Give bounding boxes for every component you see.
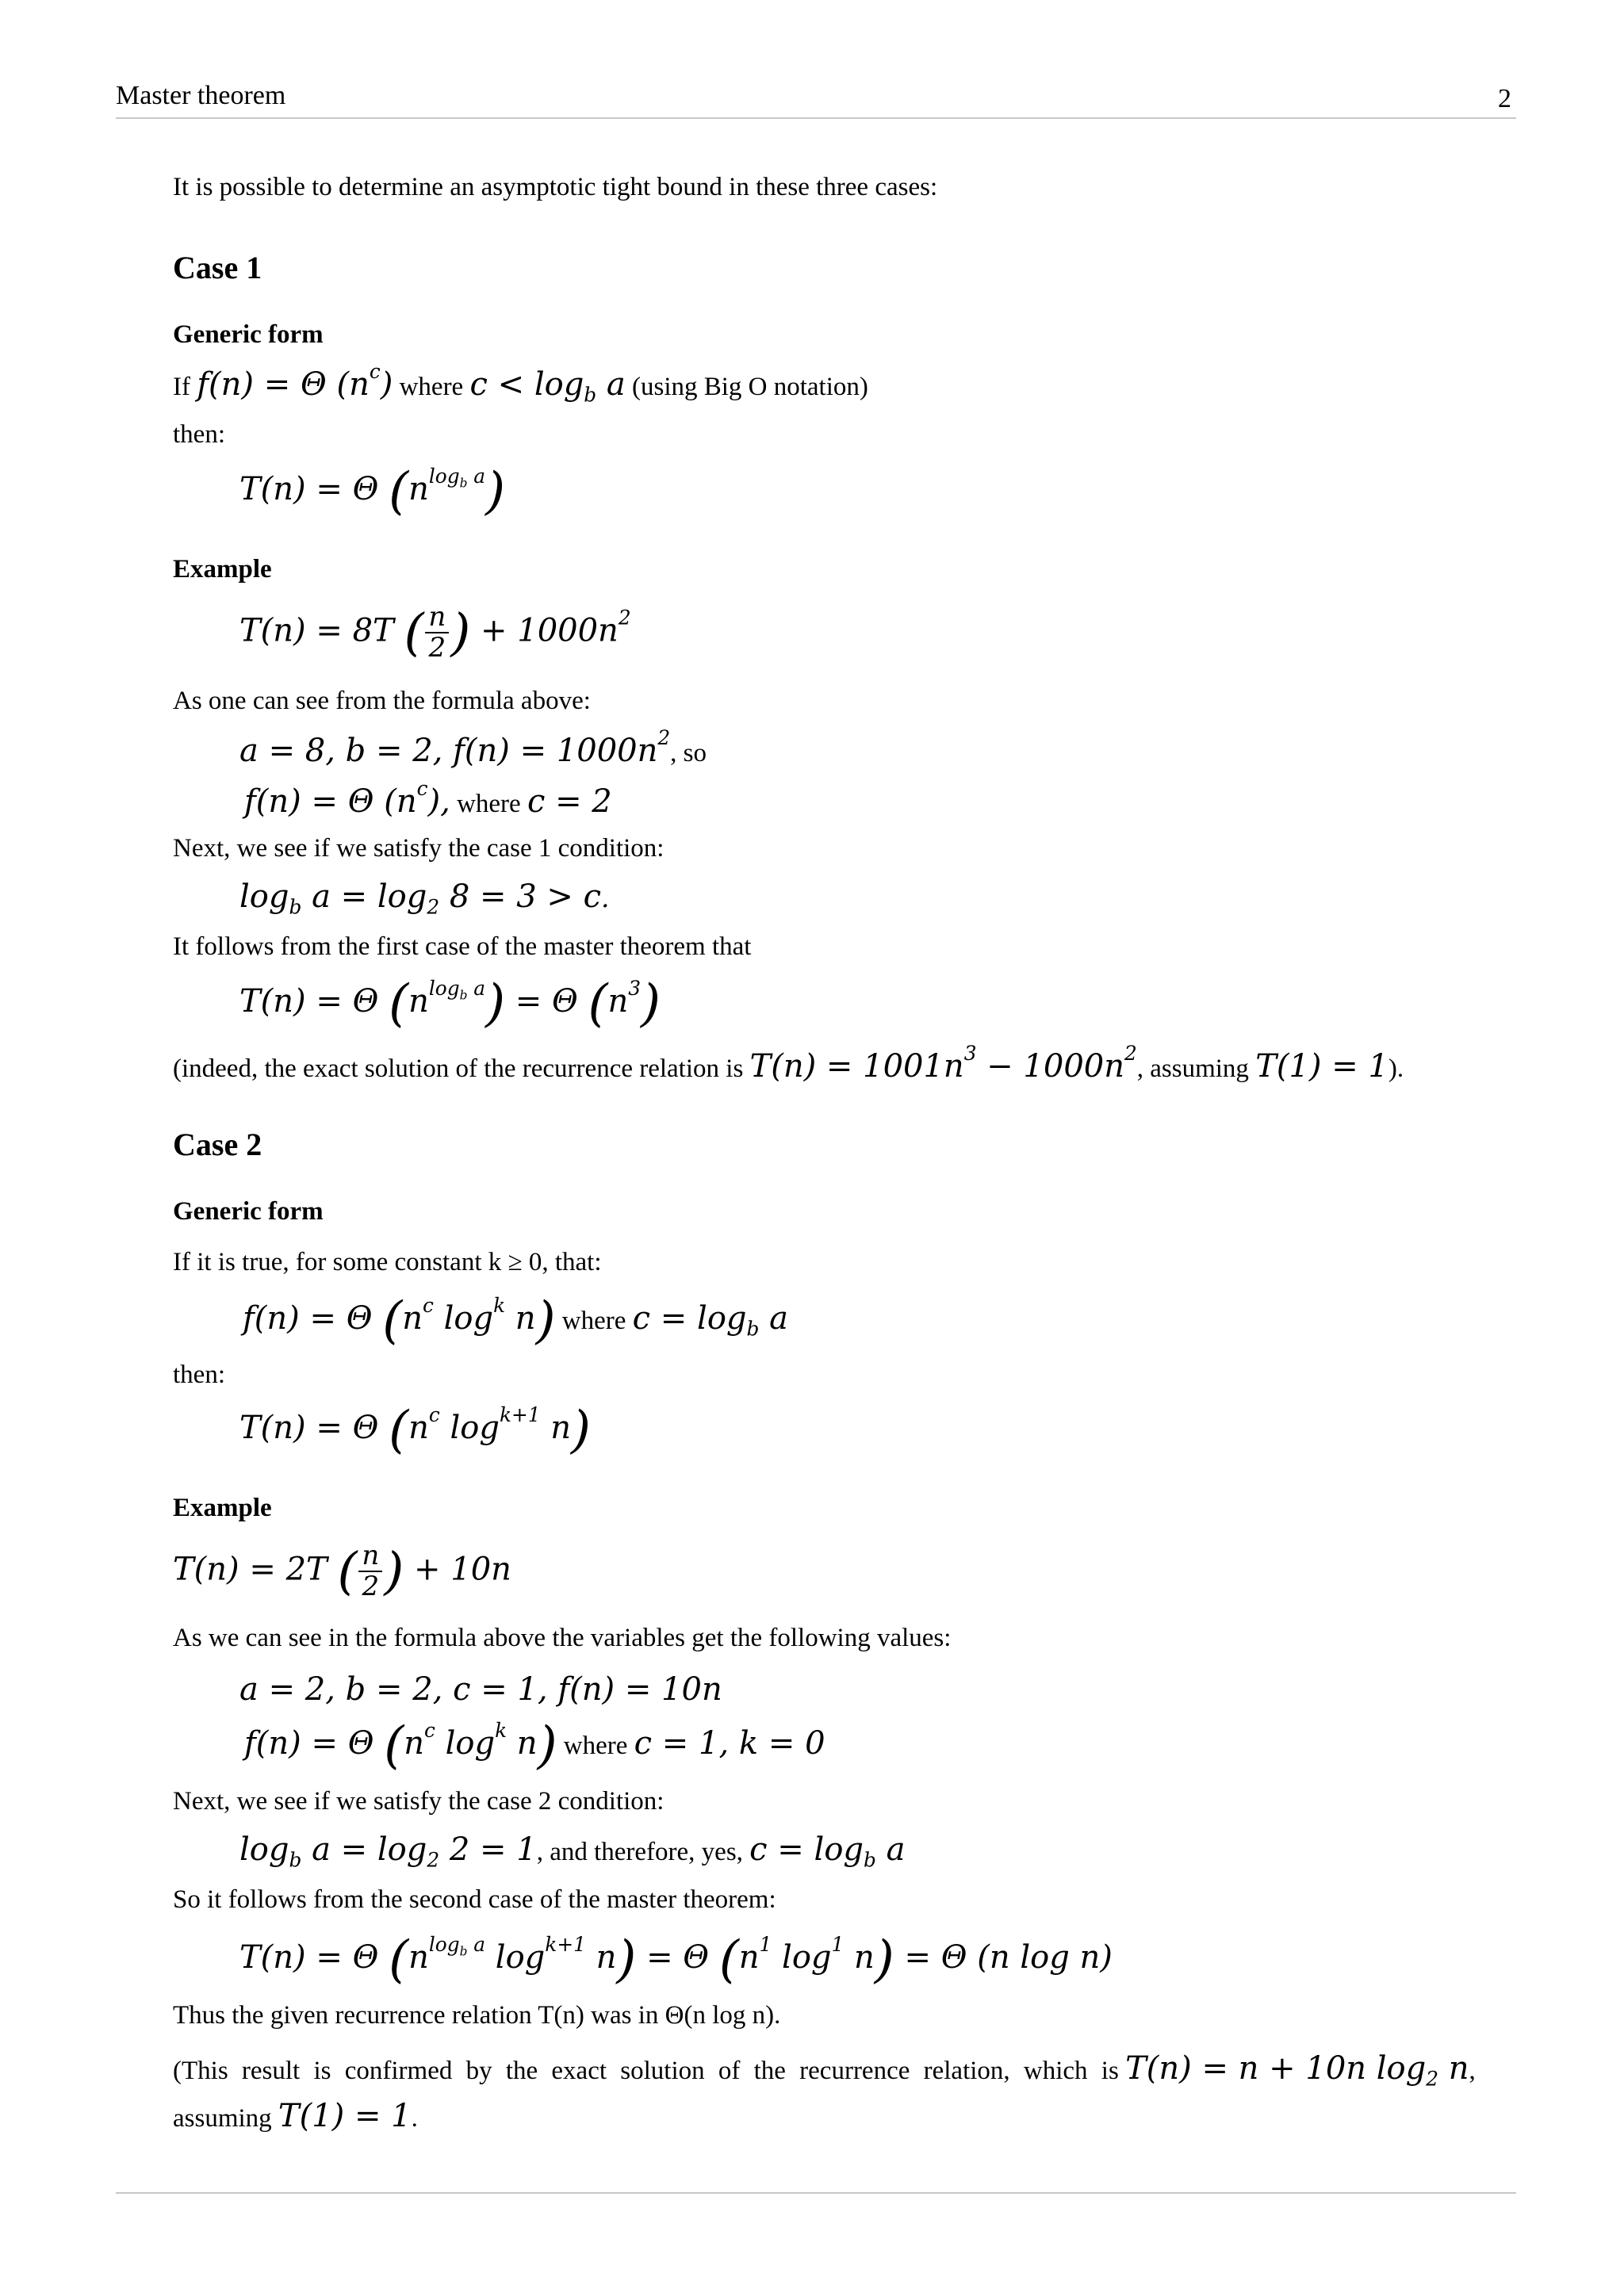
case2-assuming-line: assuming T(1) = 1. [173,2098,418,2134]
page-header [116,78,1516,119]
case1-follows-text: It follows from the first case of the master theorem that [173,932,752,961]
case1-example-formula: T(n) = 8T ( $\frac{n}{2}$ ) + $1000n^2$ [239,601,631,664]
case1-where-math: $c < \log_b a$ [469,366,626,407]
case1-heading: Case 1 [173,250,262,285]
footer-rule [116,2192,1516,2194]
case1-values-line: a = 8, b = 2, $f(n) = 1000n^2$, so [239,725,707,769]
case2-see-text: As we can see in the formula above the variables get the following values: [173,1624,952,1652]
case1-final-formula: T(n) = Θ $(n^{log_b a}) = \Theta$ $(n^3)$ [239,974,661,1033]
case1-values-math: a = 8, b = 2, $f(n) = 1000n^2$ [239,725,671,769]
where-word: where [399,373,464,401]
case1-condition-math: f(n) = Θ $(n^c)$ [197,359,393,403]
header-title: Master theorem [116,81,286,110]
case1-check-text: Next, we see if we satisfy the case 1 condition: [173,834,665,863]
case1-example-heading: Example [173,555,272,584]
bigo-note: (using Big O notation) [631,373,868,401]
case2-final-formula: T(n) = Θ ($n^{log_b a}$ $\log^{k+1} n) = \Theta$ ($n^1$ $\log^1 n) = \Theta$ (n log n) [239,1931,1113,1989]
case2-then: then: [173,1360,225,1389]
case2-follows-text: So it follows from the second case of the master theorem: [173,1885,776,1914]
if-word: If [173,373,190,401]
case2-thus-text: Thus the given recurrence relation T(n) was in Θ(n log n). [173,2001,781,2030]
case2-generic-heading: Generic form [173,1197,324,1226]
case1-then: then: [173,420,225,449]
case1-exact-line: (indeed, the exact solution of the recurrence relation is $T(n) = 1001n^3 - 1000n^2$, assuming T(1) = 1). [173,1041,1404,1085]
case2-check-line: $\log_b a = \log_2 2 = 1$, and therefore, yes, $c = \log_b a$ [239,1831,906,1872]
case1-generic-heading: Generic form [173,320,324,349]
case1-condition-line [173,359,868,407]
page-number: 2 [1498,84,1511,113]
case2-result-formula: T(n) = Θ ($n^c$ $\log^{k+1} n$) [239,1401,591,1460]
case1-result-formula: T(n) = Θ $(n^{log_b a})$ [239,462,506,521]
case1-check-formula: $\log_b a = \log_2 8 = 3 > c$. [239,878,610,919]
case2-example-heading: Example [173,1494,272,1522]
case2-example-formula: T(n) = 2T ( $\frac{n}{2}$ ) + 10n [173,1540,511,1603]
case2-theta-line: f(n) = Θ ($n^c$ $\log^k n$) where c = 1, k = 0 [244,1716,825,1775]
case2-condition-formula: f(n) = Θ ($n^c$ $\log^k n$) where $c = \log_b a$ [243,1292,788,1350]
case2-if-text: If it is true, for some constant k ≥ 0, that: [173,1248,602,1276]
case2-heading: Case 2 [173,1127,262,1162]
case2-values-formula: a = 2, b = 2, c = 1, f(n) = 10n [239,1671,722,1708]
case2-confirm-line: (This result is confirmed by the exact solution of the recurrence relation, which is T(n) = n + 10n $\log_2 n$, [173,2050,1476,2091]
case2-check-text: Next, we see if we satisfy the case 2 condition: [173,1787,665,1816]
case1-see-text: As one can see from the formula above: [173,687,591,715]
intro-paragraph: It is possible to determine an asymptotic tight bound in these three cases: [173,173,938,201]
case1-theta-line: f(n) = Θ $(n^c)$, where c = 2 [244,776,612,820]
